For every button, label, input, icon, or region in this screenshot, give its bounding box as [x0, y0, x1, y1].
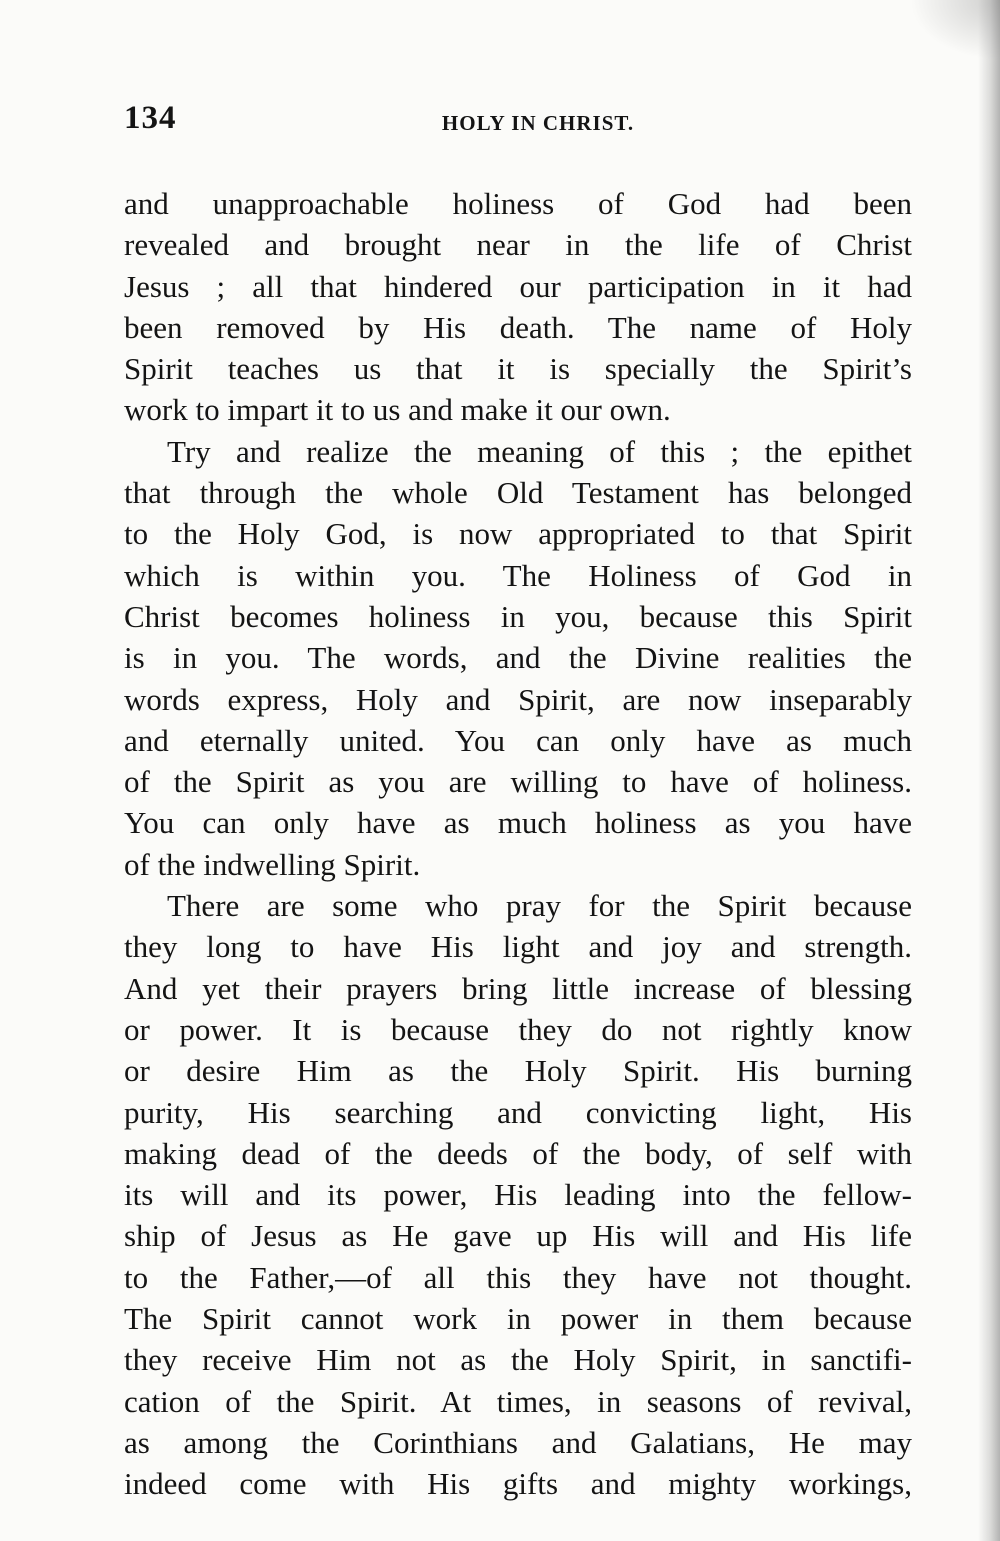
text-line: Spirit teaches us that it is specially the Spirit’s: [124, 351, 912, 387]
body-text: [124, 183, 912, 1505]
page-edge-shadow: [978, 0, 1000, 1541]
page-number: 134: [124, 100, 177, 136]
text-line: to the Holy God, is now appropriated to that Spirit: [124, 516, 912, 552]
text-line: making dead of the deeds of the body, of self with: [124, 1135, 912, 1171]
text-line: and unapproachable holiness of God had been: [124, 186, 912, 221]
text-line: Christ becomes holiness in you, because this Spirit: [124, 598, 912, 634]
text-line: which is within you. The Holiness of God in: [124, 557, 912, 593]
text-line: its will and its power, His leading into the fellow-: [124, 1177, 912, 1213]
book-page: [124, 100, 912, 1505]
text-line: is in you. The words, and the Divine realities the: [124, 640, 912, 676]
text-line: purity, His searching and convicting light, His: [124, 1094, 912, 1130]
text-line: they long to have His light and joy and strength.: [124, 929, 912, 965]
text-line: that through the whole Old Testament has belonged: [124, 475, 912, 511]
text-line: work to impart it to us and make it our own.: [124, 392, 671, 428]
text-line: You can only have as much holiness as you have: [124, 805, 912, 841]
text-line: they receive Him not as the Holy Spirit, in sanctifi-: [124, 1342, 912, 1378]
text-line: The Spirit cannot work in power in them because: [124, 1301, 912, 1337]
text-line: cation of the Spirit. At times, in seasons of revival,: [124, 1383, 912, 1419]
text-line: revealed and brought near in the life of Christ: [124, 227, 912, 263]
text-line: as among the Corinthians and Galatians, He may: [124, 1424, 912, 1460]
text-line: ship of Jesus as He gave up His will and His life: [124, 1218, 912, 1254]
text-line: or desire Him as the Holy Spirit. His burning: [124, 1053, 912, 1089]
page-header: [124, 100, 912, 150]
text-line: Try and realize the meaning of this ; the epithet: [167, 433, 912, 469]
text-line: or power. It is because they do not rightly know: [124, 1011, 912, 1047]
text-line: been removed by His death. The name of Holy: [124, 309, 912, 345]
text-line: Jesus ; all that hindered our participation in it had: [124, 268, 912, 304]
running-title: HOLY IN CHRIST.: [441, 111, 635, 135]
text-line: words express, Holy and Spirit, are now inseparably: [124, 681, 912, 717]
text-line: And yet their prayers bring little increase of blessing: [124, 970, 912, 1006]
text-line: of the Spirit as you are willing to have of holiness.: [124, 764, 912, 800]
text-line: of the indwelling Spirit.: [124, 846, 421, 882]
text-line: and eternally united. You can only have as much: [124, 722, 912, 758]
text-line: indeed come with His gifts and mighty workings,: [124, 1466, 912, 1502]
text-line: There are some who pray for the Spirit because: [167, 888, 912, 924]
text-line: to the Father,—of all this they have not thought.: [124, 1259, 912, 1295]
